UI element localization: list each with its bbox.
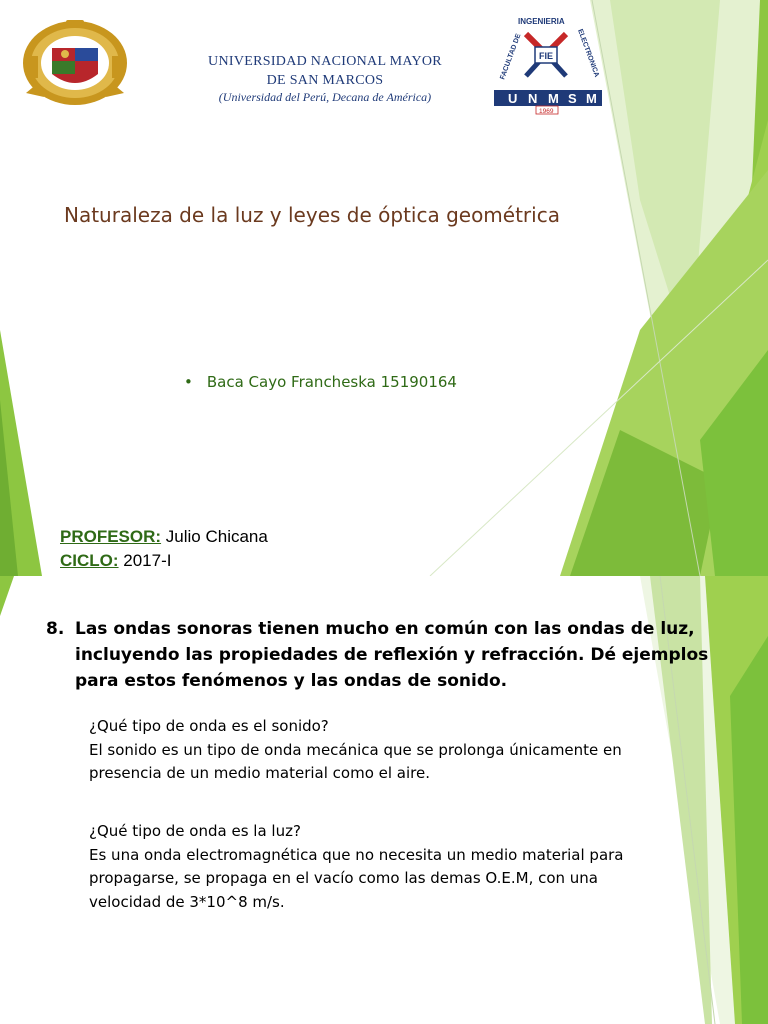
student-bullet	[184, 373, 457, 391]
answer-line: presencia de un medio material como el aire.	[89, 764, 431, 782]
logo-letter: N	[528, 91, 538, 106]
answer-sound	[89, 715, 719, 786]
logo-year: 1969	[539, 108, 554, 115]
university-name	[160, 52, 490, 90]
logo-center: FIE	[539, 51, 554, 61]
profesor-label: PROFESOR:	[60, 527, 162, 546]
answer-line: ¿Qué tipo de onda es la luz?	[89, 822, 301, 840]
question-number: 8.	[46, 619, 65, 639]
logo-arc-right: ELECTRONICA	[576, 28, 600, 79]
ciclo-value: 2017-I	[118, 551, 172, 570]
ciclo-row	[60, 551, 171, 571]
presentation-title: Naturaleza de la luz y leyes de óptica geométrica	[64, 203, 560, 227]
fie-faculty-logo	[490, 14, 606, 116]
logo-letter: M	[586, 91, 597, 106]
profesor-row	[60, 527, 268, 547]
logo-letter: U	[508, 91, 518, 106]
question-block	[46, 616, 746, 694]
answer-line: Es una onda electromagnética que no necesita un medio material para	[89, 845, 624, 864]
logo-letter: S	[568, 91, 577, 106]
question-line: Las ondas sonoras tienen mucho en común con las ondas de luz,	[75, 619, 695, 639]
answer-line: propagarse, se propaga en el vacío como las demas O.E.M, con una	[89, 869, 599, 887]
student-name: Baca Cayo Francheska 15190164	[206, 373, 457, 391]
question-line: para estos fenómenos y las ondas de sonido.	[75, 671, 508, 691]
logo-letter: M	[548, 91, 559, 106]
university-subtitle: (Universidad del Perú, Decana de América)	[218, 90, 432, 104]
ciclo-label: CICLO:	[60, 551, 119, 570]
logo-arc-left: FACULTAD DE	[499, 32, 523, 81]
answer-line: El sonido es un tipo de onda mecánica que se prolonga únicamente en	[89, 740, 622, 759]
logo-arc-top: INGENIERIA	[518, 17, 565, 26]
slide-question	[0, 576, 768, 1024]
profesor-name: Julio Chicana	[161, 527, 268, 546]
answer-line: ¿Qué tipo de onda es el sonido?	[89, 717, 329, 735]
bullet-dot: •	[184, 373, 193, 391]
university-name-line2: DE SAN MARCOS	[266, 73, 384, 88]
answer-line: velocidad de 3*10^8 m/s.	[89, 892, 285, 911]
question-line: incluyendo las propiedades de reflexión y refracción. Dé ejemplos	[75, 645, 709, 665]
university-name-line1: UNIVERSIDAD NACIONAL MAYOR	[208, 54, 442, 69]
unmsm-seal-logo	[18, 18, 132, 108]
answer-light	[89, 820, 719, 914]
